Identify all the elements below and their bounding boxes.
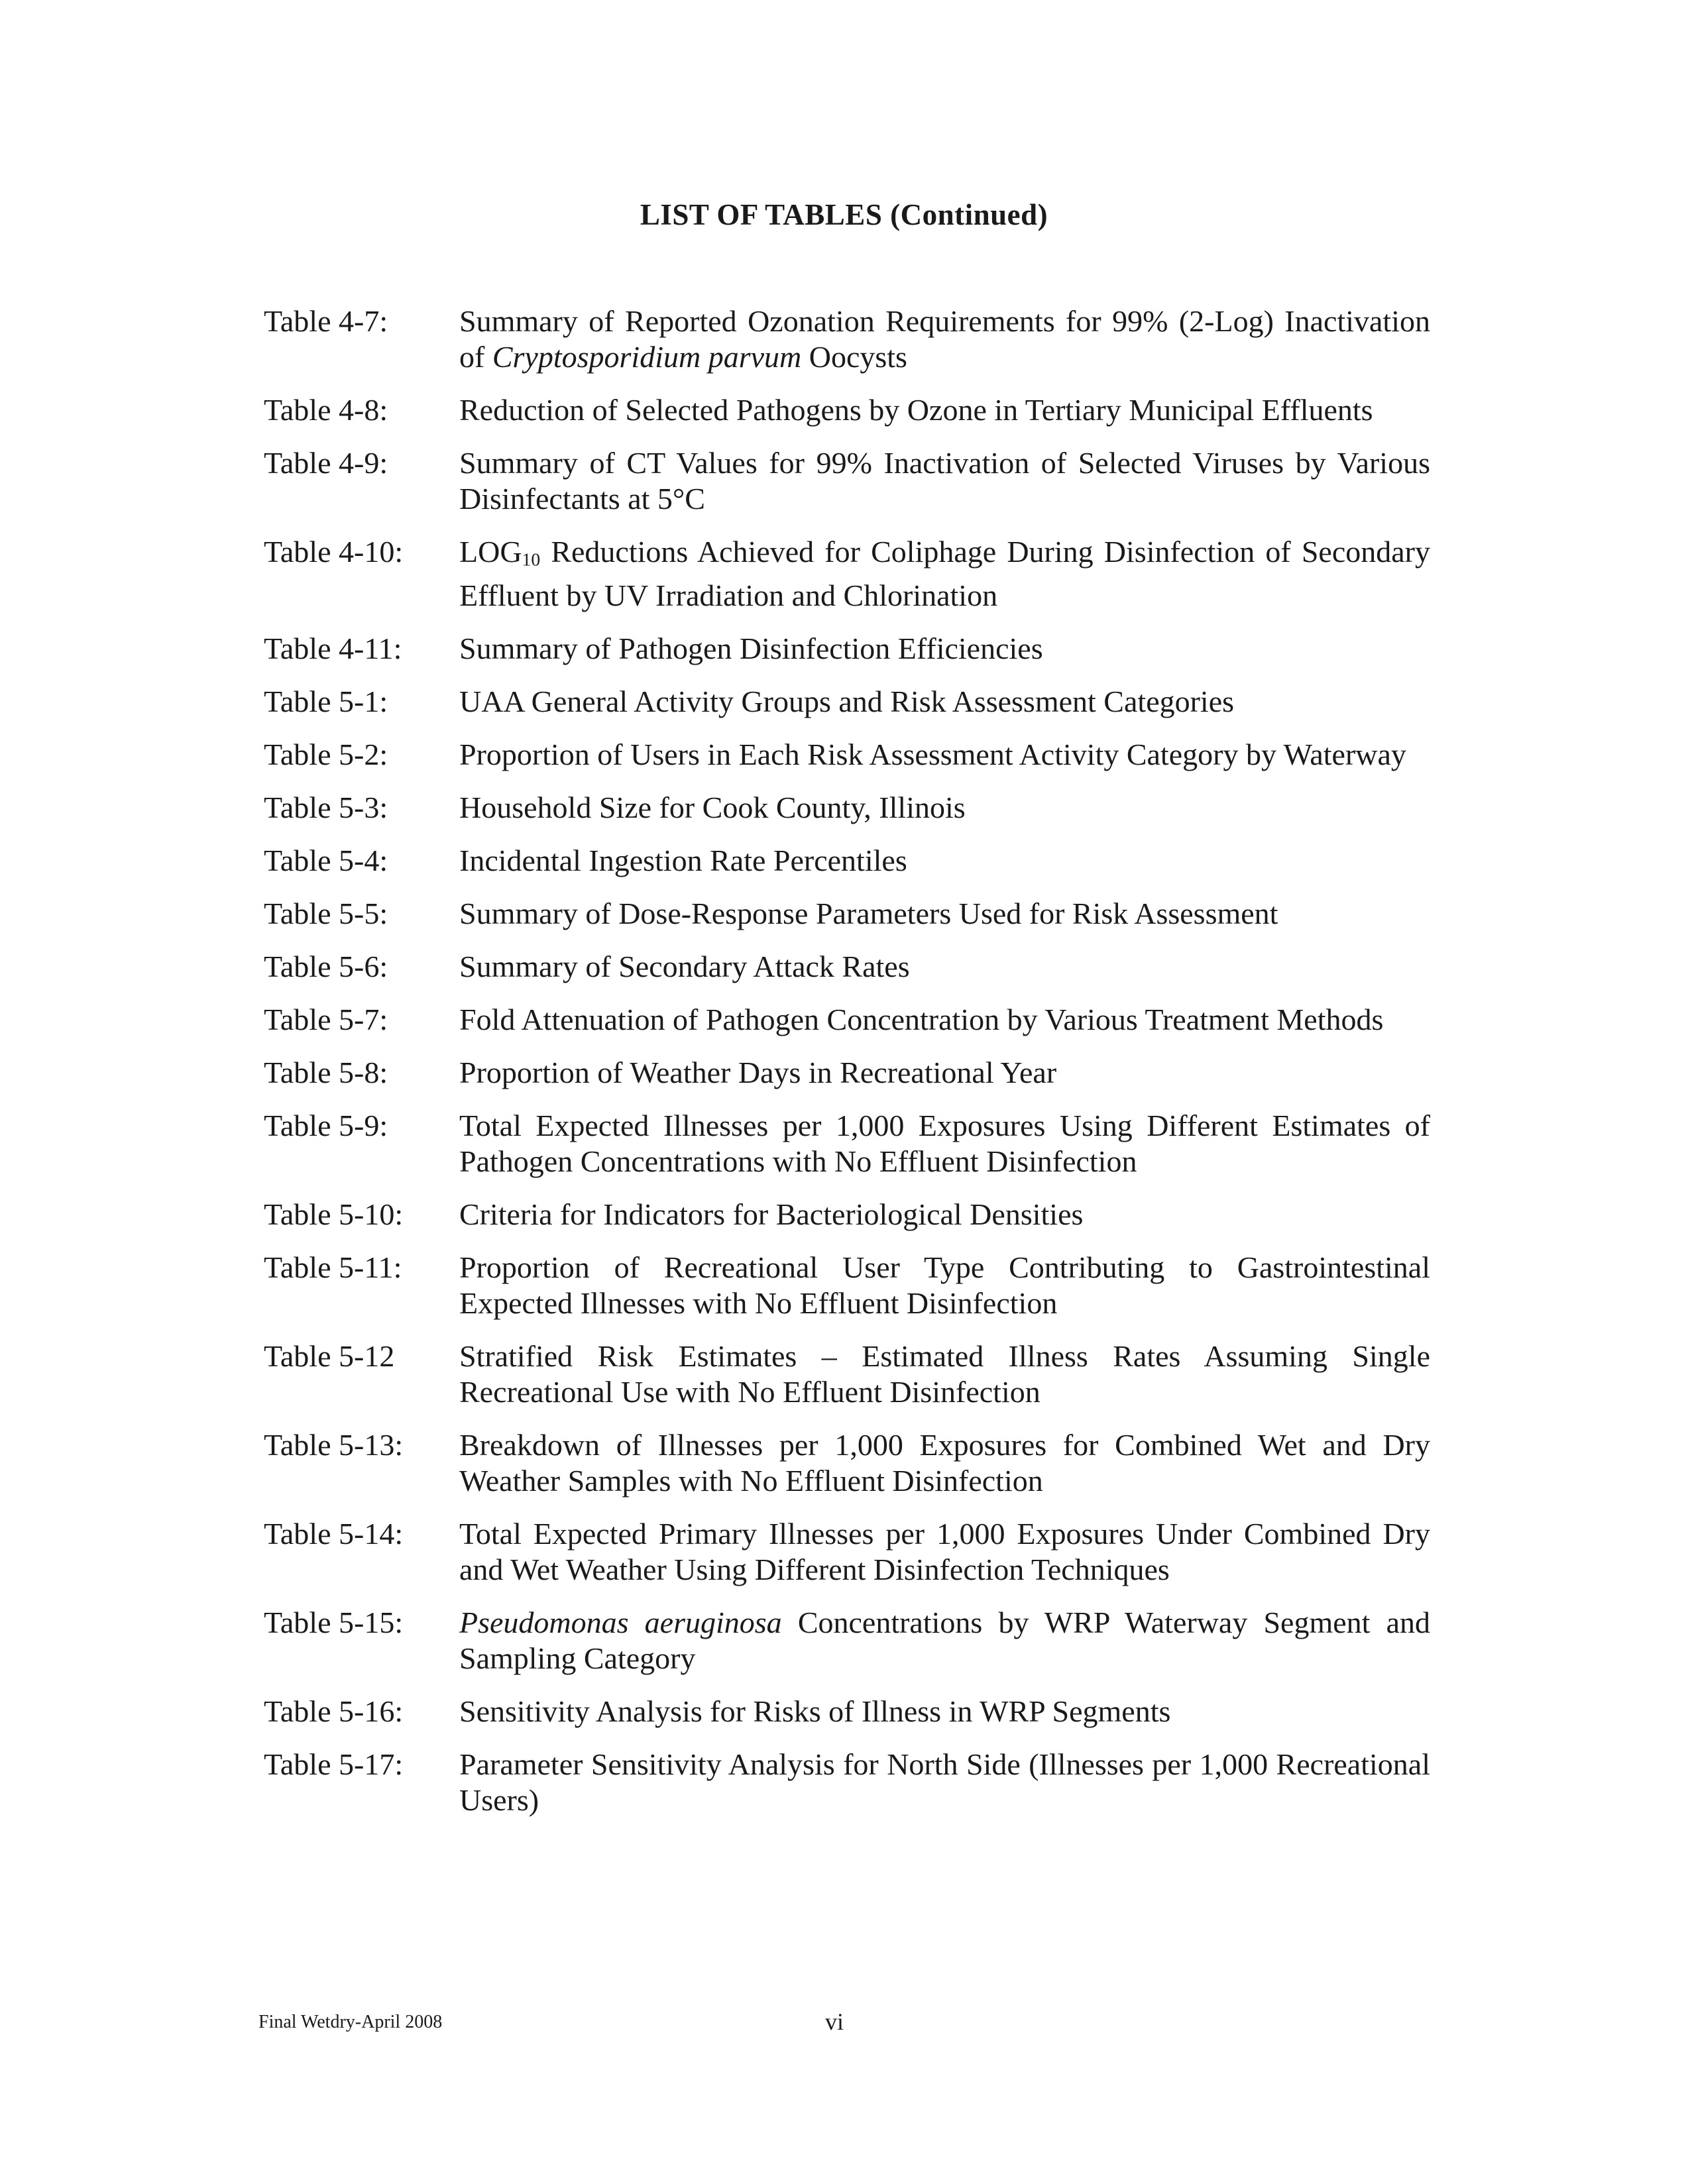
table-entry-label: Table 5-4: bbox=[264, 843, 388, 877]
title-text: Oocysts bbox=[801, 340, 907, 374]
title-text: Proportion of Users in Each Risk Assessment Activity Category by Waterway bbox=[459, 737, 1406, 771]
table-entry-title bbox=[459, 392, 1430, 428]
table-entry[interactable] bbox=[264, 1605, 1430, 1676]
table-entry-label: Table 4-10: bbox=[264, 535, 404, 569]
title-text: Proportion of Recreational User Type Contributing to Gastrointestinal Expected Illnesses with No Effluent Disinfection bbox=[459, 1250, 1430, 1320]
table-entry-label: Table 5-12 bbox=[264, 1338, 395, 1373]
table-entry-label: Table 4-11: bbox=[264, 631, 402, 665]
title-text: Sensitivity Analysis for Risks of Illness in WRP Segments bbox=[459, 1694, 1171, 1728]
table-entry-title bbox=[459, 790, 1430, 826]
title-text: Reductions Achieved for Coliphage During Disinfection of Secondary Effluent by UV Irradiation and Chlorination bbox=[459, 535, 1430, 612]
subscript-text: 10 bbox=[522, 549, 541, 570]
table-entry[interactable] bbox=[264, 303, 1430, 375]
table-entry-label: Table 5-5: bbox=[264, 896, 388, 930]
table-entry[interactable] bbox=[264, 1250, 1430, 1321]
table-entry-title bbox=[459, 737, 1430, 773]
table-entry-title bbox=[459, 1197, 1430, 1232]
table-entry-title bbox=[459, 684, 1430, 720]
table-entry-title bbox=[459, 1605, 1430, 1676]
table-entry-label: Table 5-16: bbox=[264, 1694, 404, 1728]
table-entry-label: Table 5-14: bbox=[264, 1516, 404, 1551]
list-of-tables bbox=[264, 303, 1430, 1835]
table-entry[interactable] bbox=[264, 1747, 1430, 1818]
table-entry-label: Table 5-1: bbox=[264, 684, 388, 718]
title-text: Fold Attenuation of Pathogen Concentration by Various Treatment Methods bbox=[459, 1002, 1384, 1036]
table-entry[interactable] bbox=[264, 1694, 1430, 1729]
table-entry-label: Table 5-3: bbox=[264, 790, 388, 824]
table-entry-title bbox=[459, 896, 1430, 932]
table-entry-label: Table 5-7: bbox=[264, 1002, 388, 1036]
table-entry-label: Table 4-7: bbox=[264, 304, 388, 338]
title-text: Summary of CT Values for 99% Inactivation of Selected Viruses by Various Disinfectants at 5°C bbox=[459, 446, 1430, 516]
table-entry-title bbox=[459, 1338, 1430, 1410]
table-entry-title bbox=[459, 1002, 1430, 1038]
table-entry[interactable] bbox=[264, 1197, 1430, 1232]
table-entry-label: Table 5-2: bbox=[264, 737, 388, 771]
title-text: Proportion of Weather Days in Recreational Year bbox=[459, 1055, 1057, 1089]
table-entry[interactable] bbox=[264, 1516, 1430, 1588]
table-entry[interactable] bbox=[264, 843, 1430, 879]
table-entry-title bbox=[459, 1516, 1430, 1588]
table-entry[interactable] bbox=[264, 949, 1430, 985]
table-entry-label: Table 5-13: bbox=[264, 1427, 404, 1462]
title-text: Summary of Reported Ozonation Requirements for 99% (2-Log) Inactivation of bbox=[459, 304, 1430, 374]
table-entry-title bbox=[459, 949, 1430, 985]
table-entry-title bbox=[459, 1250, 1430, 1321]
table-entry-label: Table 5-6: bbox=[264, 949, 388, 983]
title-text: Total Expected Primary Illnesses per 1,000 Exposures Under Combined Dry and Wet Weather Using Different Disinfection Techniques bbox=[459, 1516, 1430, 1586]
table-entry[interactable] bbox=[264, 1108, 1430, 1179]
page-title: LIST OF TABLES (Continued) bbox=[640, 198, 1048, 231]
table-entry-title bbox=[459, 1055, 1430, 1091]
table-entry-title bbox=[459, 534, 1430, 614]
table-entry[interactable] bbox=[264, 534, 1430, 614]
italic-species-name: Cryptosporidium parvum bbox=[492, 340, 802, 374]
table-entry[interactable] bbox=[264, 1055, 1430, 1091]
title-text: Summary of Pathogen Disinfection Efficiencies bbox=[459, 631, 1043, 665]
table-entry-label: Table 5-10: bbox=[264, 1197, 404, 1231]
title-text: UAA General Activity Groups and Risk Assessment Categories bbox=[459, 684, 1235, 718]
table-entry[interactable] bbox=[264, 1427, 1430, 1499]
table-entry[interactable] bbox=[264, 631, 1430, 667]
table-entry-label: Table 5-9: bbox=[264, 1108, 388, 1142]
table-entry-title bbox=[459, 1747, 1430, 1818]
title-text: Criteria for Indicators for Bacteriological Densities bbox=[459, 1197, 1084, 1231]
table-entry[interactable] bbox=[264, 896, 1430, 932]
table-entry-label: Table 4-9: bbox=[264, 446, 388, 480]
table-entry-label: Table 5-8: bbox=[264, 1055, 388, 1089]
table-entry-title bbox=[459, 303, 1430, 375]
title-text: Breakdown of Illnesses per 1,000 Exposures for Combined Wet and Dry Weather Samples with No Effluent Disinfection bbox=[459, 1427, 1430, 1498]
table-entry-label: Table 5-11: bbox=[264, 1250, 402, 1284]
table-entry-label: Table 4-8: bbox=[264, 393, 388, 427]
title-text: Concentrations by WRP Waterway Segment and Sampling Category bbox=[459, 1605, 1430, 1675]
table-entry[interactable] bbox=[264, 392, 1430, 428]
table-entry[interactable] bbox=[264, 684, 1430, 720]
table-entry[interactable] bbox=[264, 1002, 1430, 1038]
title-text: Total Expected Illnesses per 1,000 Exposures Using Different Estimates of Pathogen Concentrations with No Effluent Disinfection bbox=[459, 1108, 1430, 1178]
footer-document-name: Final Wetdry-April 2008 bbox=[258, 2012, 443, 2032]
title-text: LOG bbox=[459, 535, 522, 569]
page-number: vi bbox=[825, 2008, 844, 2035]
title-text: Summary of Secondary Attack Rates bbox=[459, 949, 910, 983]
table-entry-title bbox=[459, 1694, 1430, 1729]
title-text: Incidental Ingestion Rate Percentiles bbox=[459, 843, 907, 877]
table-entry-title bbox=[459, 445, 1430, 517]
table-entry-label: Table 5-17: bbox=[264, 1747, 404, 1781]
table-entry-title bbox=[459, 843, 1430, 879]
title-text: Parameter Sensitivity Analysis for North Side (Illnesses per 1,000 Recreational Users) bbox=[459, 1747, 1430, 1817]
table-entry[interactable] bbox=[264, 1338, 1430, 1410]
table-entry-title bbox=[459, 1108, 1430, 1179]
title-text: Summary of Dose-Response Parameters Used for Risk Assessment bbox=[459, 896, 1278, 930]
table-entry-label: Table 5-15: bbox=[264, 1605, 404, 1639]
title-text: Reduction of Selected Pathogens by Ozone in Tertiary Municipal Effluents bbox=[459, 393, 1373, 427]
table-entry[interactable] bbox=[264, 790, 1430, 826]
italic-species-name: Pseudomonas aeruginosa bbox=[459, 1605, 782, 1639]
table-entry[interactable] bbox=[264, 445, 1430, 517]
title-text: Stratified Risk Estimates – Estimated Illness Rates Assuming Single Recreational Use with No Effluent Disinfection bbox=[459, 1338, 1430, 1409]
table-entry-title bbox=[459, 631, 1430, 667]
table-entry[interactable] bbox=[264, 737, 1430, 773]
table-entry-title bbox=[459, 1427, 1430, 1499]
title-text: Household Size for Cook County, Illinois bbox=[459, 790, 966, 824]
